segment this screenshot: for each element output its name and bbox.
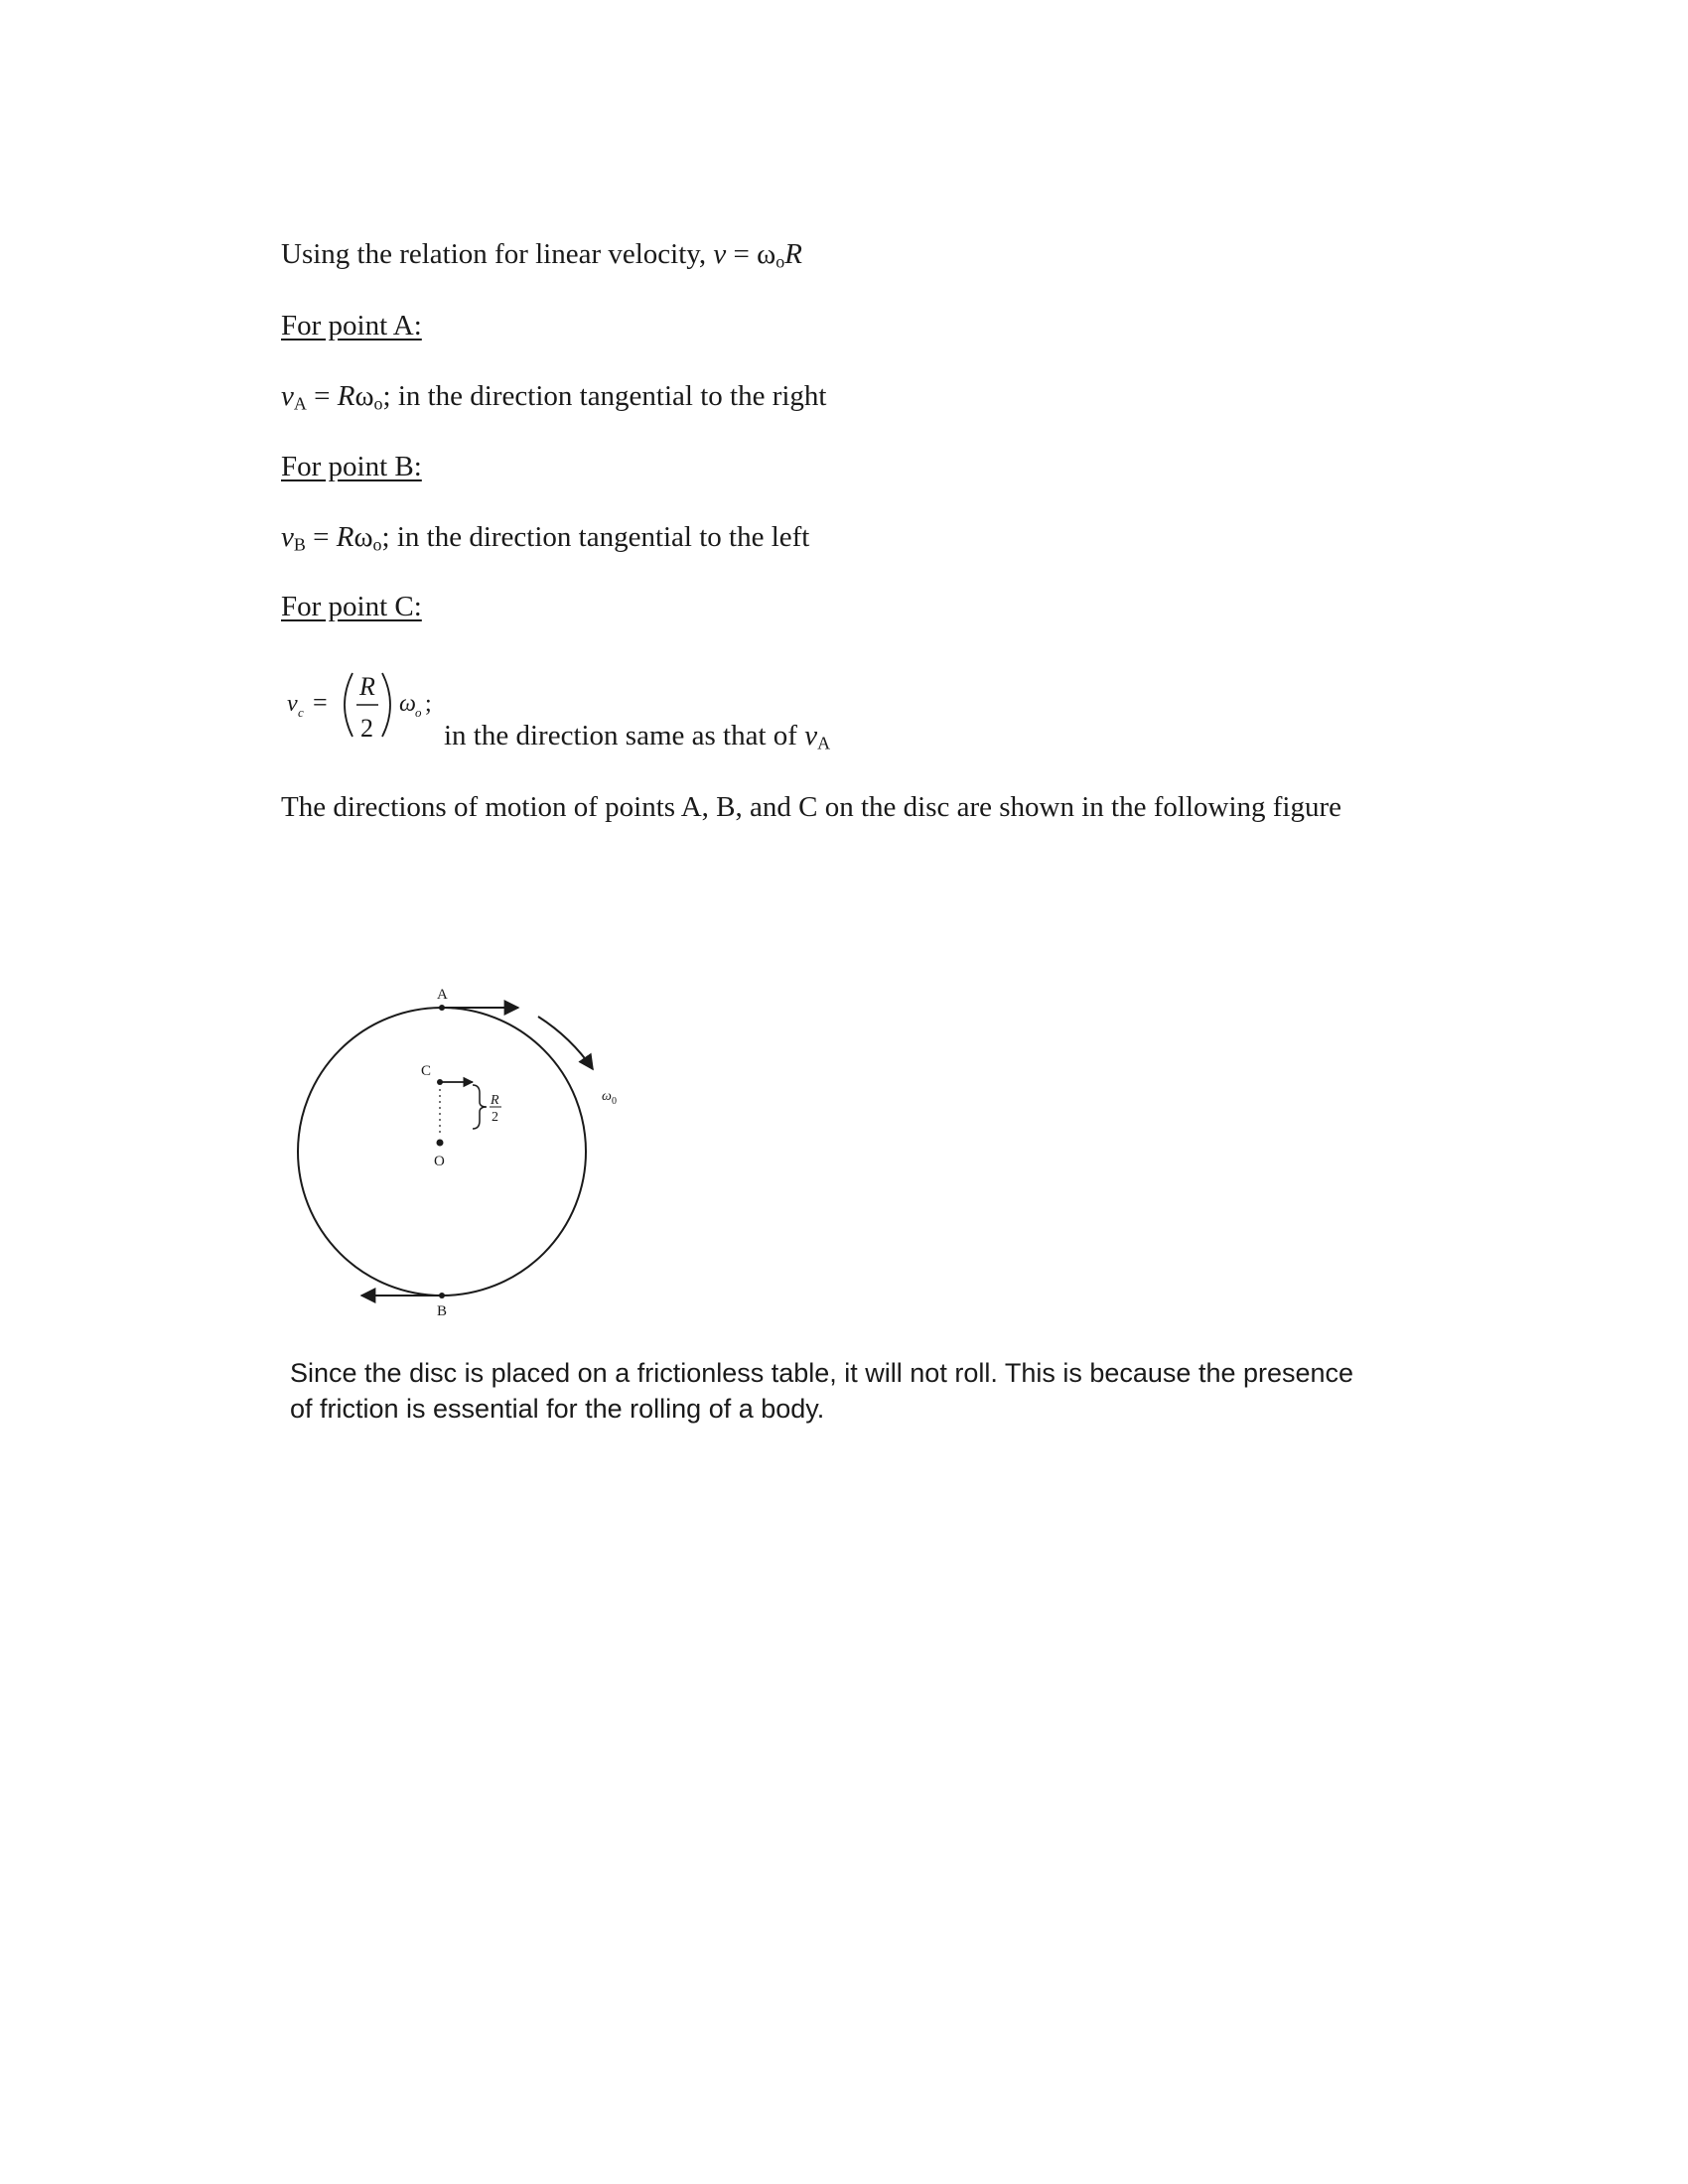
label-o: O [434,1154,445,1169]
formula-denominator: 2 [360,714,373,743]
disc-circle [298,1008,586,1296]
formula-omega-sub: o [415,705,422,720]
heading-point-b: For point B: [281,451,422,482]
label-b: B [437,1303,448,1319]
conclusion-paragraph: Since the disc is placed on a frictionless table, it will not roll. This is because the presence of friction is essential for the rolling of a body. [290,1358,1354,1424]
rotation-arc-arrow [538,1017,593,1069]
velocity-c-formula [281,655,450,754]
heading-point-a: For point A: [281,310,422,341]
formula-equals: = [313,688,328,717]
brace-numerator: R [491,1093,499,1108]
formula-v-sub: c [298,705,304,720]
velocity-c-direction: in the direction same as that of $v_A$ [444,720,831,753]
formula-omega: ω [399,691,416,717]
omega-label-sub: 0 [612,1096,617,1107]
formula-left-paren [345,673,352,737]
heading-point-c: For point C: [281,591,422,622]
figure-description: The directions of motion of points A, B, and C on the disc are shown in the following figure [281,791,1342,823]
omega-label: ω [602,1089,612,1104]
formula-numerator: R [359,672,375,701]
relation-line: Using the relation for linear velocity, $v = \omega_oR$ [281,238,802,272]
point-o-dot [437,1140,444,1147]
brace-denominator: 2 [492,1110,498,1125]
velocity-a-line: $v_A = R\omega_o$; in the direction tangential to the right [281,380,827,414]
disc-figure [278,968,675,1325]
formula-semicolon: ; [425,691,432,717]
formula-right-paren [382,673,390,737]
label-c: C [421,1063,432,1079]
velocity-b-line: $v_B = R\omega_o$; in the direction tangential to the left [281,521,810,555]
formula-v: v [287,691,298,717]
r-half-brace [473,1085,487,1129]
label-a: A [437,987,448,1003]
